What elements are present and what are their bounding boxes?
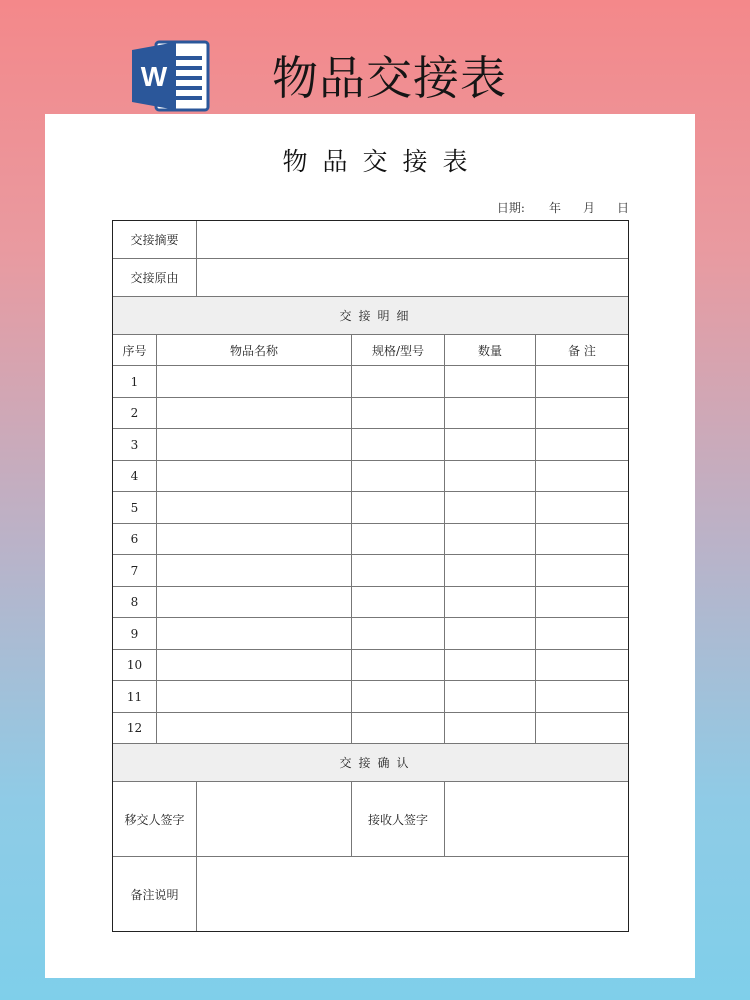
table-rule: [113, 491, 628, 492]
row-number: 9: [130, 626, 139, 641]
summary-value-cell[interactable]: [197, 221, 628, 258]
table-rule: [113, 617, 628, 618]
column-header-quantity: 数量: [477, 343, 502, 358]
date-year: 年: [548, 201, 561, 215]
table-rule: [113, 649, 628, 650]
table-rule: [113, 365, 628, 366]
receiver-sign-field[interactable]: [445, 782, 628, 856]
row-number: 12: [126, 721, 143, 735]
table-rule: [113, 460, 628, 461]
remarks-label: 备注说明: [130, 887, 179, 902]
receiver-sign-label: 接收人签字: [367, 812, 428, 827]
table-rule: [113, 428, 628, 429]
table-rule: [351, 334, 352, 743]
row-number: 11: [126, 689, 143, 704]
banner-title: 物品交接表: [272, 51, 507, 105]
table-rule: [444, 334, 445, 743]
table-rule: [113, 397, 628, 398]
sender-sign-field[interactable]: [197, 782, 351, 856]
summary-label: 交接摘要: [130, 233, 179, 247]
row-number: 1: [130, 374, 139, 389]
table-rule: [113, 712, 628, 713]
table-rule: [113, 586, 628, 587]
date-label: 日期:: [496, 201, 525, 215]
sender-sign-label: 移交人签字: [124, 812, 185, 827]
row-number: 10: [126, 658, 143, 672]
row-number: 7: [130, 563, 139, 578]
table-rule: [156, 334, 157, 743]
svg-text:W: W: [140, 61, 168, 92]
column-header-spec-model: 规格/型号: [371, 343, 425, 358]
reason-label: 交接原由: [130, 271, 179, 285]
row-number: 4: [130, 469, 139, 483]
row-number: 3: [130, 437, 139, 452]
date-line: [497, 199, 629, 216]
details-section-title: 交接明细: [339, 309, 416, 323]
table-rule: [113, 680, 628, 681]
date-month: 月: [582, 201, 595, 215]
row-number: 5: [130, 500, 139, 515]
row-number: 8: [130, 595, 139, 609]
column-header-remarks: 备 注: [568, 343, 596, 358]
table-rule: [113, 554, 628, 555]
column-header-item-name: 物品名称: [229, 343, 278, 358]
remarks-field[interactable]: [197, 857, 628, 931]
table-rule: [113, 523, 628, 524]
row-number: 6: [130, 532, 139, 546]
document-title: 物品交接表: [282, 147, 483, 176]
reason-value-cell[interactable]: [197, 259, 628, 296]
date-day: 日: [616, 201, 629, 215]
row-number: 2: [130, 406, 139, 420]
column-header-index: 序号: [122, 343, 147, 358]
word-icon: [130, 38, 210, 114]
table-rule: [535, 334, 536, 743]
confirm-section-title: 交接确认: [339, 756, 416, 770]
